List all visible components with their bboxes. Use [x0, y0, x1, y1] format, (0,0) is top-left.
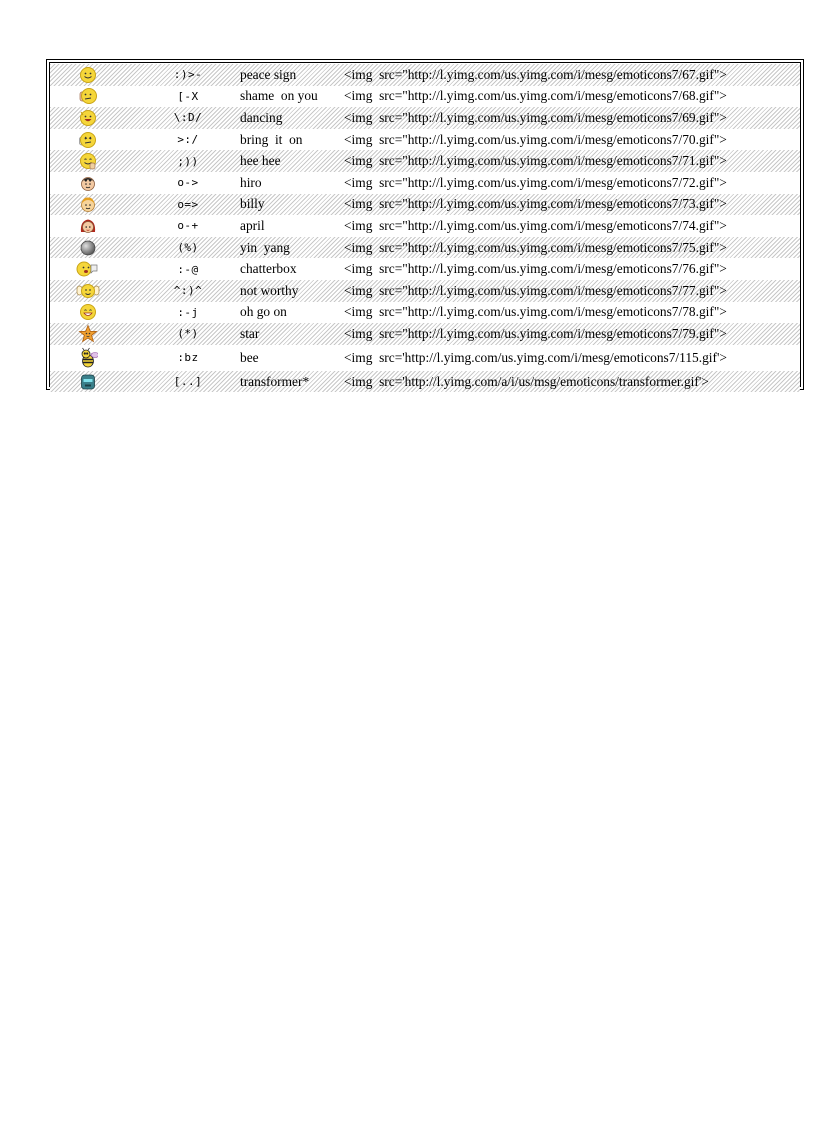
table-row — [50, 64, 800, 86]
emoticon-html-code: <img src='http://l.yimg.com/a/i/us/msg/emoticons/transformer.gif'> — [344, 373, 709, 389]
emoticon-html-code: <img src="http://l.yimg.com/us.yimg.com/i/mesg/emoticons7/73.gif"> — [344, 196, 727, 212]
emoticon-html-code: <img src="http://l.yimg.com/us.yimg.com/i/mesg/emoticons7/67.gif"> — [344, 66, 727, 82]
emoticon-name: chatterbox — [240, 261, 297, 277]
emoticon-name: dancing — [240, 109, 283, 125]
emoticon-shortcut: (*) — [177, 327, 199, 341]
emoticon-icon-cell — [72, 194, 104, 216]
hee-hee-smiley-icon — [78, 151, 98, 171]
emoticon-name: hiro — [240, 174, 262, 190]
billy-face-icon — [78, 194, 98, 214]
emoticon-html-code: <img src="http://l.yimg.com/us.yimg.com/i/mesg/emoticons7/75.gif"> — [344, 239, 727, 255]
emoticon-name: yin yang — [240, 239, 290, 255]
emoticon-shortcut: [..] — [173, 375, 203, 389]
emoticon-icon-cell — [72, 280, 104, 302]
table-row — [50, 345, 800, 371]
table-row — [50, 237, 800, 259]
emoticon-name: bee — [240, 349, 259, 365]
table-row — [50, 194, 800, 216]
emoticon-name: star — [240, 325, 260, 341]
bring-it-on-smiley-icon — [78, 130, 98, 150]
chatterbox-smiley-icon — [72, 259, 104, 279]
emoticon-html-code: <img src="http://l.yimg.com/us.yimg.com/i/mesg/emoticons7/77.gif"> — [344, 282, 727, 298]
emoticon-shortcut: [-X — [177, 89, 199, 103]
not-worthy-smiley-icon — [72, 281, 104, 301]
emoticon-html-code: <img src="http://l.yimg.com/us.yimg.com/i/mesg/emoticons7/78.gif"> — [344, 304, 727, 320]
emoticon-icon-cell — [72, 323, 104, 345]
table-row — [50, 150, 800, 172]
emoticon-name: peace sign — [240, 66, 297, 82]
emoticon-shortcut: >:/ — [177, 133, 199, 147]
emoticon-shortcut: (%) — [177, 241, 199, 255]
emoticon-icon-cell — [72, 215, 104, 237]
emoticon-shortcut: :)>- — [173, 68, 203, 82]
emoticon-name: bring it on — [240, 131, 303, 147]
emoticon-html-code: <img src="http://l.yimg.com/us.yimg.com/i/mesg/emoticons7/68.gif"> — [344, 88, 727, 104]
emoticon-shortcut: :bz — [177, 351, 199, 365]
emoticon-icon-cell — [72, 64, 104, 86]
emoticon-icon-cell — [72, 86, 104, 108]
table-row — [50, 258, 800, 280]
oh-go-on-smiley-icon — [78, 302, 98, 322]
emoticon-html-code: <img src="http://l.yimg.com/us.yimg.com/i/mesg/emoticons7/69.gif"> — [344, 109, 727, 125]
april-face-icon — [78, 216, 98, 236]
emoticon-name: not worthy — [240, 282, 299, 298]
shame-on-you-smiley-icon — [78, 86, 98, 106]
emoticon-name: billy — [240, 196, 265, 212]
emoticon-icon-cell — [72, 172, 104, 194]
emoticon-icon-cell — [72, 258, 104, 280]
emoticon-icon-cell — [72, 129, 104, 151]
emoticon-shortcut: o-+ — [177, 219, 199, 233]
emoticon-name: oh go on — [240, 304, 287, 320]
peace-sign-smiley-icon — [78, 65, 98, 85]
emoticon-name: transformer* — [240, 373, 310, 389]
table-row — [50, 302, 800, 324]
emoticon-shortcut: \:D/ — [173, 111, 203, 125]
table-row — [50, 172, 800, 194]
emoticon-html-code: <img src="http://l.yimg.com/us.yimg.com/i/mesg/emoticons7/72.gif"> — [344, 174, 727, 190]
emoticon-shortcut: :-j — [177, 305, 199, 319]
table-row — [50, 129, 800, 151]
emoticon-name: hee hee — [240, 153, 281, 169]
table-row — [50, 215, 800, 237]
transformer-robot-icon — [78, 372, 98, 392]
emoticon-icon-cell — [72, 237, 104, 259]
emoticon-html-code: <img src="http://l.yimg.com/us.yimg.com/i/mesg/emoticons7/79.gif"> — [344, 325, 727, 341]
emoticon-icon-cell — [72, 371, 104, 393]
hiro-face-icon — [78, 173, 98, 193]
emoticon-shortcut: o-> — [177, 176, 199, 190]
table-row — [50, 323, 800, 345]
emoticon-icon-cell — [72, 302, 104, 324]
emoticon-table — [46, 59, 804, 390]
emoticon-html-code: <img src="http://l.yimg.com/us.yimg.com/i/mesg/emoticons7/74.gif"> — [344, 217, 727, 233]
emoticon-html-code: <img src='http://l.yimg.com/us.yimg.com/i/mesg/emoticons7/115.gif'> — [344, 349, 727, 365]
emoticon-shortcut: o=> — [177, 197, 199, 211]
table-row — [50, 107, 800, 129]
emoticon-html-code: <img src="http://l.yimg.com/us.yimg.com/i/mesg/emoticons7/70.gif"> — [344, 131, 727, 147]
emoticon-icon-cell — [72, 150, 104, 172]
dancing-smiley-icon — [78, 108, 98, 128]
emoticon-shortcut: ^:)^ — [173, 284, 203, 298]
emoticon-rows — [50, 64, 800, 392]
emoticon-shortcut: ;)) — [177, 154, 199, 168]
emoticon-name: april — [240, 217, 265, 233]
table-row — [50, 280, 800, 302]
emoticon-html-code: <img src="http://l.yimg.com/us.yimg.com/i/mesg/emoticons7/71.gif"> — [344, 153, 727, 169]
emoticon-name: shame on you — [240, 88, 318, 104]
bee-icon — [78, 346, 98, 370]
table-row — [50, 86, 800, 108]
emoticon-shortcut: :-@ — [177, 262, 199, 276]
table-row — [50, 371, 800, 393]
yin-yang-ball-icon — [78, 238, 98, 258]
emoticon-icon-cell — [72, 107, 104, 129]
emoticon-icon-cell — [72, 345, 104, 371]
star-smiley-icon — [78, 324, 98, 344]
emoticon-html-code: <img src="http://l.yimg.com/us.yimg.com/i/mesg/emoticons7/76.gif"> — [344, 261, 727, 277]
